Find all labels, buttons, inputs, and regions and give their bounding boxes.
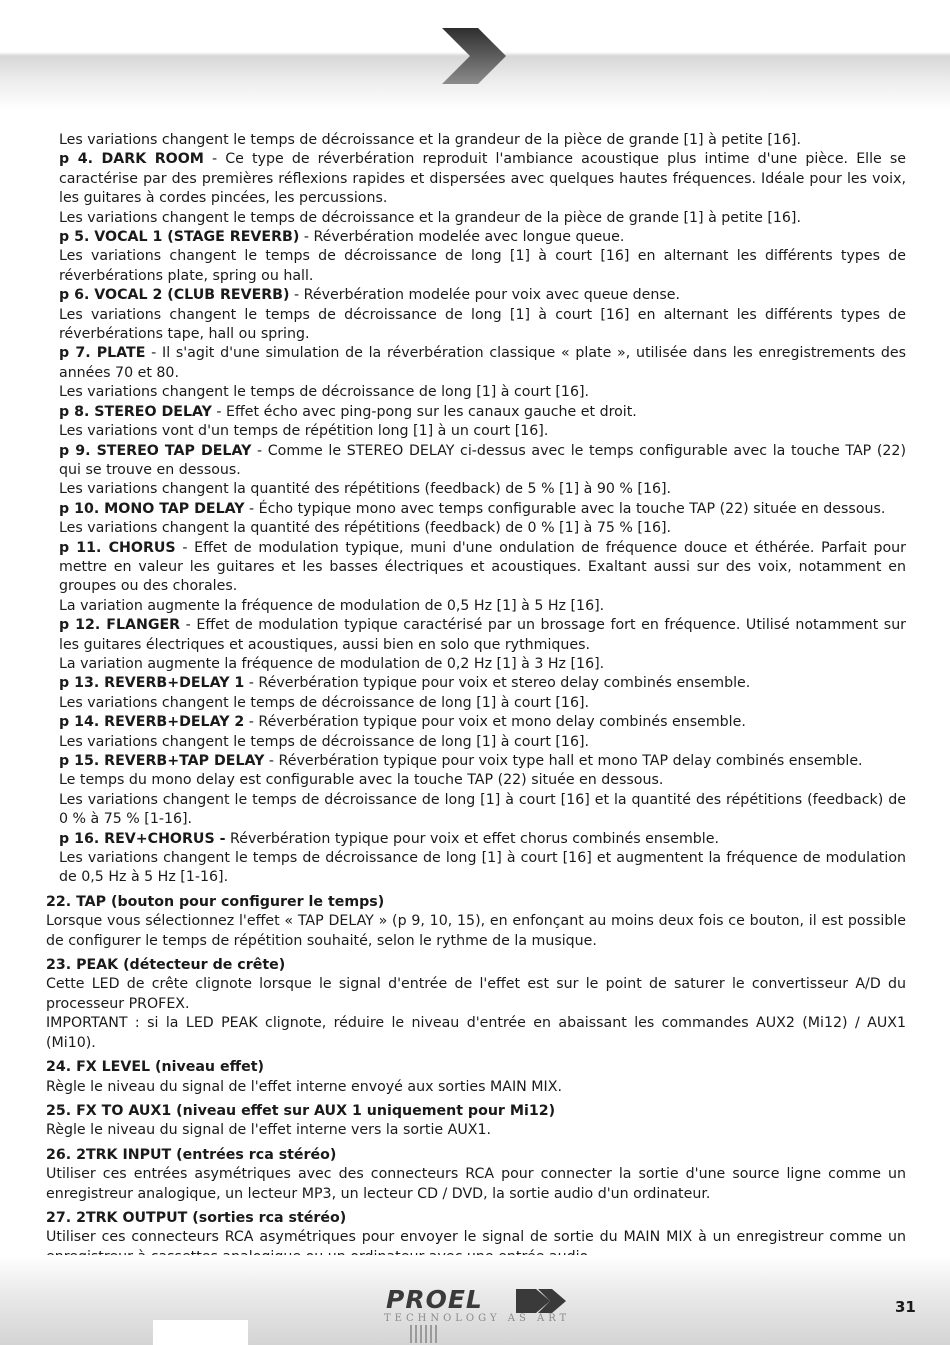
section-title: 27. 2TRK OUTPUT (sorties rca stéréo): [46, 1209, 347, 1226]
effect-label: p 13. REVERB+DELAY 1: [59, 675, 245, 692]
effect-text: - Réverbération modelée pour voix avec queue dense.: [289, 287, 681, 304]
effect-paragraph: [59, 674, 906, 693]
section: [46, 1058, 906, 1097]
effect-label: p 8. STEREO DELAY: [59, 403, 212, 420]
effect-paragraph: [59, 228, 906, 247]
effect-paragraph: [59, 500, 906, 519]
effect-label: p 9. STEREO TAP DELAY: [59, 442, 252, 459]
sections-list: [46, 893, 906, 1267]
effect-paragraph: [59, 616, 906, 655]
effect-text: - Comme le STEREO DELAY ci-dessus avec le temps configurable avec la touche TAP (22) qui se trouve en dessous.: [59, 442, 906, 478]
effect-text: - Effet de modulation typique, muni d'une ondulation de fréquence douce et éthérée. Parfait pour mettre en valeur les guitares et les basses électriques et acoustiques. Exaltant aussi sur des voix, notamment en groupes ou des chorales.: [59, 539, 906, 595]
effect-paragraph: [59, 655, 906, 674]
effect-text: La variation augmente la fréquence de modulation de 0,5 Hz [1] à 5 Hz [16].: [59, 597, 605, 614]
effect-paragraph: [59, 733, 906, 752]
effect-text: Les variations changent le temps de décroissance de long [1] à court [16] en alternant les différents types de réverbérations tape, hall ou spring.: [59, 306, 906, 343]
section-title: 25. FX TO AUX1 (niveau effet sur AUX 1 uniquement pour Mi12): [46, 1102, 556, 1119]
effect-label: p 4. DARK ROOM: [59, 151, 204, 168]
section: [46, 893, 906, 951]
section-paragraph: Cette LED de crête clignote lorsque le signal d'entrée de l'effet est sur le point de saturer le convertisseur A/D du processeur PROFEX.: [46, 976, 906, 1012]
effect-paragraph: [59, 539, 906, 597]
effect-paragraph: [59, 383, 906, 402]
effect-label: p 15. REVERB+TAP DELAY: [59, 753, 265, 769]
effect-text: Les variations changent le temps de décroissance de long [1] à court [16].: [59, 733, 590, 750]
effect-paragraph: [59, 442, 906, 481]
effect-label: p 10. MONO TAP DELAY: [59, 500, 245, 517]
section: [46, 1146, 906, 1204]
effect-text: Les variations changent la quantité des répétitions (feedback) de 0 % [1] à 75 % [16].: [59, 520, 672, 537]
effect-label: p 11. CHORUS: [59, 539, 176, 556]
effect-text: Les variations changent le temps de décroissance de long [1] à court [16].: [59, 384, 590, 401]
effect-paragraph: [59, 849, 906, 888]
effect-text: - Effet écho avec ping-pong sur les canaux gauche et droit.: [211, 403, 637, 420]
effect-label: p 6. VOCAL 2 (CLUB REVERB): [59, 287, 290, 304]
effect-label: p 12. FLANGER: [59, 617, 181, 634]
logo-bars-icon: [410, 1325, 440, 1343]
effect-label: p 14. REVERB+DELAY 2: [59, 714, 245, 731]
logo-arrow-icon: [516, 1289, 566, 1313]
effect-text: - Il s'agit d'une simulation de la réverbération classique « plate », utilisée dans les enregistrements des années 70 et 80.: [59, 345, 907, 381]
effect-paragraph: [59, 150, 906, 208]
effect-text: Les variations changent le temps de décroissance de long [1] à court [16] et augmentent la fréquence de modulation de 0,5 Hz à 5 Hz [1-16].: [59, 850, 906, 886]
effect-paragraph: [59, 209, 906, 228]
effect-text: - Écho typique mono avec temps configurable avec la touche TAP (22) située en dessous.: [244, 500, 886, 517]
effect-paragraph: [59, 403, 906, 422]
section-title: 22. TAP (bouton pour configurer le temps): [46, 893, 385, 910]
effect-text: - Réverbération typique pour voix type hall et mono TAP delay combinés ensemble.: [264, 753, 863, 769]
logo-wordmark: PROEL: [386, 1285, 483, 1314]
effect-text: Les variations changent le temps de décroissance de long [1] à court [16] et la quantité des répétitions (feedback) de 0 % à 75 % [1-16].: [59, 791, 906, 828]
section-title: 24. FX LEVEL (niveau effet): [46, 1059, 264, 1076]
effect-text: La variation augmente la fréquence de modulation de 0,2 Hz [1] à 3 Hz [16].: [59, 655, 605, 672]
effect-paragraph: [59, 694, 906, 713]
effect-label: p 7. PLATE: [59, 345, 146, 362]
effect-text: - Ce type de réverbération reproduit l'ambiance acoustique plus intime d'une pièce. Elle se caractérise par des premières réflexions rapides et dispersées avec quelques hautes fréquences. Idéale pour les voix, les guitares à cordes pincées, les percussions.: [59, 151, 907, 207]
effect-paragraph: [59, 519, 906, 538]
effect-text: - Réverbération typique pour voix et stereo delay combinés ensemble.: [244, 675, 751, 692]
section-paragraph: Règle le niveau du signal de l'effet interne envoyé aux sorties MAIN MIX.: [46, 1078, 562, 1095]
effect-text: Les variations changent le temps de décroissance de long [1] à court [16] en alternant les différents types de réverbérations plate, spring ou hall.: [59, 248, 906, 284]
section-paragraph: Règle le niveau du signal de l'effet interne vers la sortie AUX1.: [46, 1122, 491, 1139]
effect-paragraph: [59, 422, 906, 441]
section-paragraph: Utiliser ces connecteurs RCA asymétriques pour envoyer le signal de sortie du MAIN MIX à un enregistreur comme un: [46, 1229, 906, 1246]
effects-list: [46, 131, 906, 888]
effect-paragraph: [59, 752, 906, 771]
effect-text: - Réverbération typique pour voix et mono delay combinés ensemble.: [244, 714, 746, 731]
effect-paragraph: [59, 830, 906, 849]
effect-paragraph: [59, 306, 906, 345]
effect-paragraph: [59, 597, 906, 616]
section-paragraph: IMPORTANT : si la LED PEAK clignote, réduire le niveau d'entrée en abaissant les commandes AUX2 (Mi12) / AUX1 (Mi10).: [46, 1015, 906, 1051]
effect-paragraph: [59, 286, 906, 305]
effect-text: Réverbération typique pour voix et effet chorus combinés ensemble.: [225, 830, 719, 847]
page-number: 31: [895, 1298, 916, 1316]
effect-paragraph: [59, 791, 906, 830]
page-content: [46, 131, 906, 1267]
section-title: 26. 2TRK INPUT (entrées rca stéréo): [46, 1146, 337, 1163]
section: [46, 1102, 906, 1141]
chevron-arrow-icon: [440, 28, 510, 84]
effect-text: Les variations changent le temps de décroissance de long [1] à court [16].: [59, 694, 590, 711]
section: [46, 956, 906, 1053]
effect-paragraph: [59, 247, 906, 286]
section-paragraph: Lorsque vous sélectionnez l'effet « TAP DELAY » (p 9, 10, 15), en enfonçant au moins deux fois ce bouton, il est possible de configurer le temps de répétition souhaité, selon le rythme de la musique.: [46, 913, 906, 949]
footer-patch: [153, 1320, 248, 1345]
effect-paragraph: [59, 480, 906, 499]
effect-paragraph: [59, 713, 906, 732]
effect-text: Les variations vont d'un temps de répétition long [1] à un court [16].: [59, 423, 549, 440]
effect-paragraph: [59, 344, 906, 383]
effect-label: p 16. REV+CHORUS -: [59, 830, 226, 847]
logo-tagline: TECHNOLOGY AS ART: [384, 1313, 571, 1324]
effect-text: - Réverbération modelée avec longue queue.: [299, 229, 625, 246]
proel-logo: [384, 1285, 570, 1345]
section-title: 23. PEAK (détecteur de crête): [46, 957, 286, 974]
effect-text: Le temps du mono delay est configurable avec la touche TAP (22) située en dessous.: [59, 772, 664, 789]
section-paragraph: Utiliser ces entrées asymétriques avec des connecteurs RCA pour connecter la sortie d'une source ligne comme un enregistreur analogique, un lecteur MP3, un lecteur CD / DVD, la sortie audio d'un ordinateur.: [46, 1166, 906, 1202]
effect-paragraph: [59, 131, 906, 150]
effect-label: p 5. VOCAL 1 (STAGE REVERB): [59, 229, 300, 246]
effect-text: Les variations changent la quantité des répétitions (feedback) de 5 % [1] à 90 % [16].: [59, 481, 672, 498]
effect-paragraph: [59, 771, 906, 790]
effect-text: Les variations changent le temps de décroissance et la grandeur de la pièce de grande [1] à petite [16].: [59, 132, 801, 148]
effect-text: Les variations changent le temps de décroissance et la grandeur de la pièce de grande [1] à petite [16].: [59, 209, 801, 226]
effect-text: - Effet de modulation typique caractérisé par un brossage fort en fréquence. Utilisé notamment sur les guitares électriques et acoustiques, aussi bien en solo que rythmiques.: [59, 617, 907, 653]
